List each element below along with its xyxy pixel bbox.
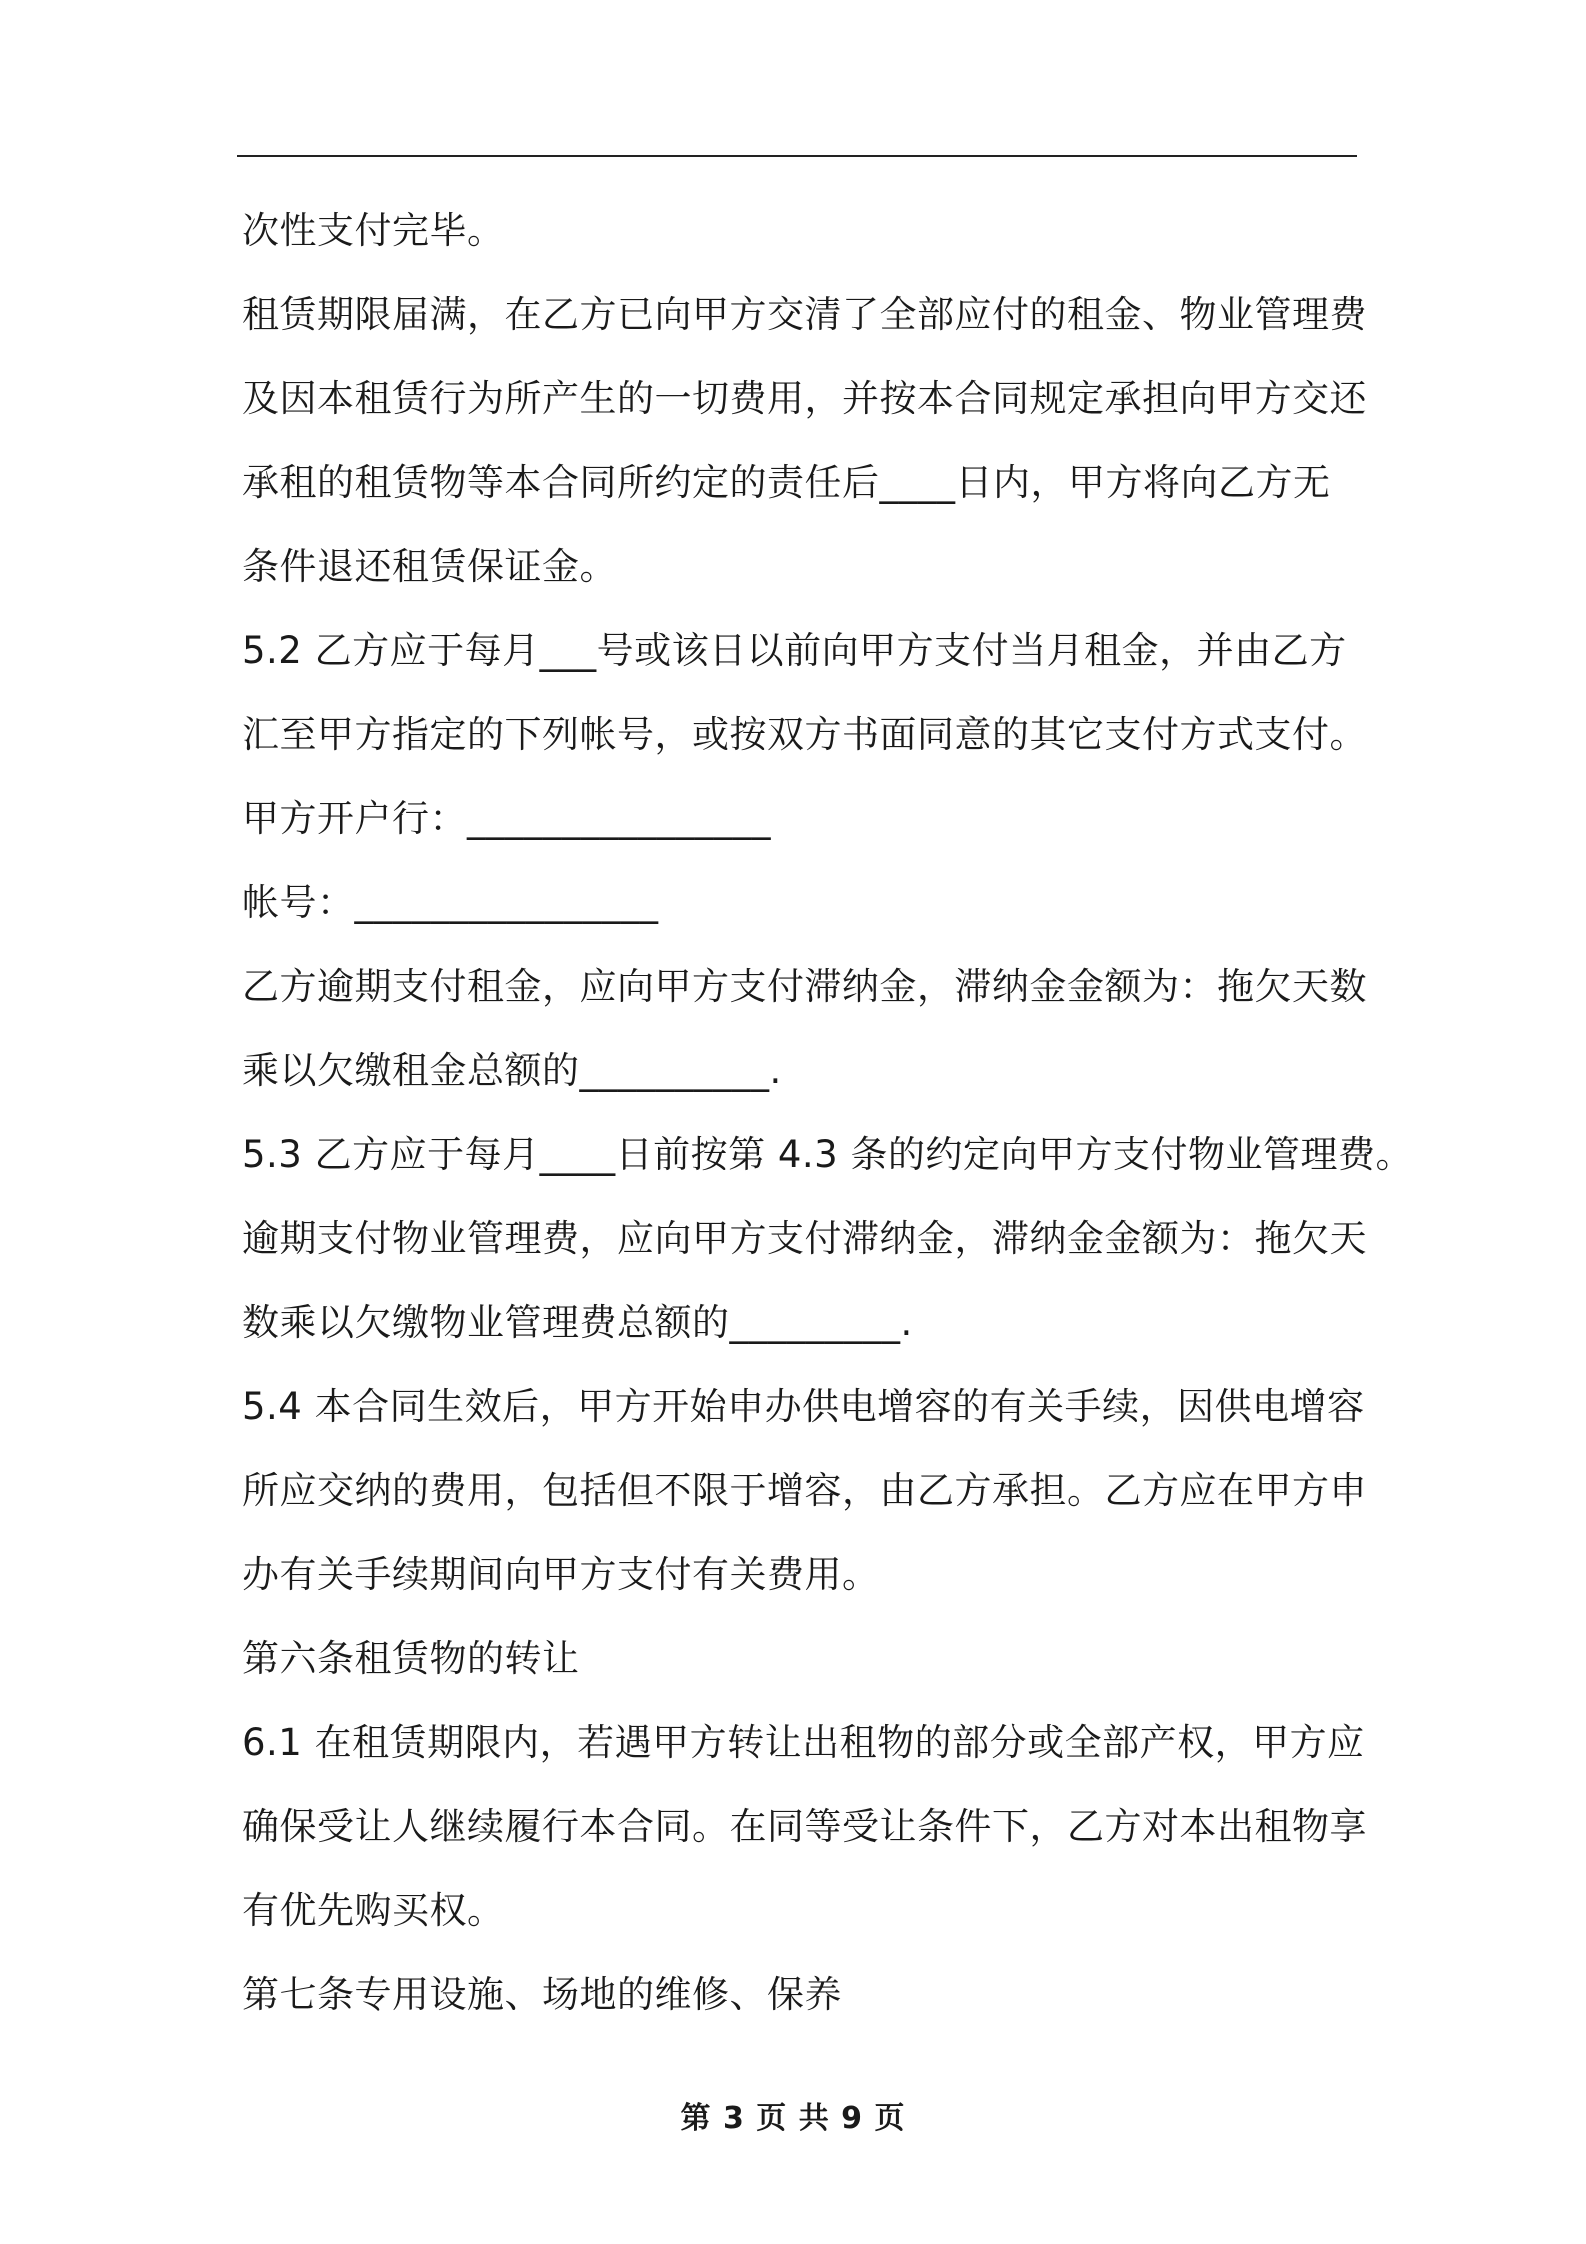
text-line: 办有关手续期间向甲方支付有关费用。 (242, 1553, 880, 1596)
text-line: 5.3 乙方应于每月____日前按第 4.3 条的约定向甲方支付物业管理费。 (242, 1133, 1413, 1176)
text-line: 帐号：________________ (242, 881, 659, 924)
text-line: 5.2 乙方应于每月___号或该日以前向甲方支付当月租金，并由乙方 (242, 629, 1347, 672)
text-line: 乘以欠缴租金总额的__________. (242, 1049, 782, 1092)
text-line: 确保受让人继续履行本合同。在同等受让条件下，乙方对本出租物享 (242, 1805, 1367, 1848)
text-line: 所应交纳的费用，包括但不限于增容，由乙方承担。乙方应在甲方申 (242, 1469, 1367, 1512)
text-line: 第七条专用设施、场地的维修、保养 (242, 1973, 842, 2016)
document-body (242, 189, 1413, 2037)
text-line: 及因本租赁行为所产生的一切费用，并按本合同规定承担向甲方交还 (242, 377, 1367, 420)
header-rule (237, 155, 1357, 157)
text-line: 次性支付完毕。 (242, 209, 505, 252)
text-line: 5.4 本合同生效后，甲方开始申办供电增容的有关手续，因供电增容 (242, 1385, 1365, 1428)
text-line: 甲方开户行：________________ (242, 797, 771, 840)
text-line: 第六条租赁物的转让 (242, 1637, 580, 1680)
text-line: 租赁期限届满，在乙方已向甲方交清了全部应付的租金、物业管理费 (242, 293, 1367, 336)
text-line: 数乘以欠缴物业管理费总额的_________. (242, 1301, 913, 1344)
text-line: 乙方逾期支付租金，应向甲方支付滞纳金，滞纳金金额为：拖欠天数 (242, 965, 1367, 1008)
text-line: 有优先购买权。 (242, 1889, 505, 1932)
page-number-footer: 第 3 页 共 9 页 (680, 2101, 906, 2136)
text-line: 汇至甲方指定的下列帐号，或按双方书面同意的其它支付方式支付。 (242, 713, 1367, 756)
text-line: 6.1 在租赁期限内，若遇甲方转让出租物的部分或全部产权，甲方应 (242, 1721, 1365, 1764)
text-line: 逾期支付物业管理费，应向甲方支付滞纳金，滞纳金金额为：拖欠天 (242, 1217, 1367, 1260)
text-line: 承租的租赁物等本合同所约定的责任后____日内，甲方将向乙方无 (242, 461, 1331, 504)
text-line: 条件退还租赁保证金。 (242, 545, 617, 588)
